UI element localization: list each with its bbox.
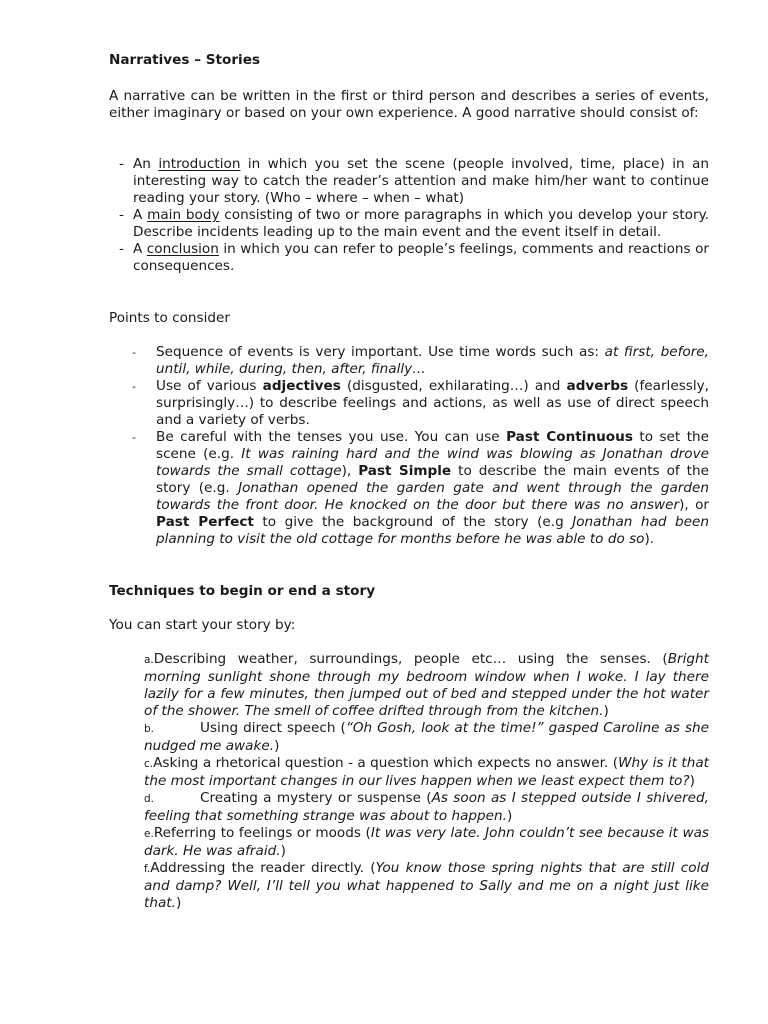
- term-past-perfect: Past Perfect: [156, 514, 254, 530]
- list-item-main-body: - A main body consisting of two or more paragraphs in which you develop your story. Describe incidents leading up to the main event and the event itself in detail.: [119, 207, 709, 240]
- term-past-continuous: Past Continuous: [506, 429, 633, 445]
- structure-list: [119, 156, 709, 275]
- item-letter: b.: [144, 723, 155, 735]
- list-item-introduction: - An introduction in which you set the scene (people involved, time, place) in an interesting way to catch the reader’s attention and make him/her want to continue reading your story. (Who – where – when – what): [119, 156, 709, 206]
- intro-paragraph: A narrative can be written in the first or third person and describes a series of events, either imaginary or based on your own experience. A good narrative should consist of:: [109, 88, 709, 121]
- point-tenses: - Be careful with the tenses you use. You can use Past Continuous to set the scene (e.g. It was raining hard and the wind was blowing as Jonathan drove towards the small cottage), Past Simple to describe the main events of the story (e.g. Jonathan opened the garden gate and went through the garden towards the front door. He knocked on the door but there was no answer), or Past Perfect to give the background of the story (e.g Jonathan had been planning to visit the old cottage for months before he was able to do so).: [132, 429, 710, 547]
- item-letter: f.: [144, 863, 151, 875]
- term-introduction: introduction: [158, 156, 241, 172]
- item-letter: c.: [144, 758, 154, 770]
- points-heading: Points to consider: [109, 310, 230, 326]
- list-item-conclusion: - A conclusion in which you can refer to people’s feelings, comments and reactions or consequences.: [119, 241, 710, 274]
- term-past-simple: Past Simple: [358, 463, 452, 479]
- start-intro: You can start your story by:: [109, 617, 296, 633]
- point-adjectives-adverbs: - Use of various adjectives (disgusted, exhilarating…) and adverbs (fearlessly, surprisingly…) to describe feelings and actions, as well as use of direct speech and a variety of verbs.: [132, 378, 709, 428]
- dash-bullet: -: [132, 380, 136, 393]
- technique-rhetorical-question: c.Asking a rhetorical question - a question which expects no answer. (Why is it that the most important changes in our lives happen when we least expect them to?): [144, 755, 710, 789]
- technique-direct-speech: b. Using direct speech (“Oh Gosh, look at the time!” gasped Caroline as she nudged me awake.): [144, 720, 710, 754]
- term-adjectives: adjectives: [262, 378, 341, 394]
- term-main-body: main body: [147, 207, 220, 223]
- term-adverbs: adverbs: [566, 378, 629, 394]
- item-letter: e.: [144, 828, 154, 840]
- term-conclusion: conclusion: [146, 241, 219, 257]
- points-list: [132, 344, 709, 548]
- dash-bullet: -: [132, 431, 136, 444]
- dash-bullet: -: [119, 241, 124, 257]
- item-letter: a.: [144, 654, 154, 666]
- dash-bullet: -: [119, 156, 124, 172]
- item-letter: d.: [144, 793, 155, 805]
- document-title: Narratives – Stories: [109, 52, 261, 68]
- point-sequence: - Sequence of events is very important. Use time words such as: at first, before, until, while, during, then, after, finally…: [132, 344, 709, 377]
- technique-feelings-moods: e.Referring to feelings or moods (It was very late. John couldn’t see because it was dark. He was afraid.): [144, 825, 709, 859]
- dash-bullet: -: [119, 207, 124, 223]
- technique-describing-weather: a.Describing weather, surroundings, people etc… using the senses. (Bright morning sunlight shone through my bedroom window when I woke. I lay there lazily for a few minutes, then jumped out of bed and stepped under the hot water of the shower. The smell of coffee drifted through from the kitchen.): [144, 651, 709, 719]
- technique-addressing-reader: f.Addressing the reader directly. (You know those spring nights that are still cold and damp? Well, I’ll tell you what happened to Sally and me on a night just like that.): [144, 860, 710, 911]
- technique-mystery-suspense: d. Creating a mystery or suspense (As soon as I stepped outside I shivered, feeling that something strange was about to happen.): [144, 790, 709, 824]
- dash-bullet: -: [132, 346, 136, 359]
- techniques-list: [144, 651, 709, 912]
- techniques-heading: Techniques to begin or end a story: [109, 583, 376, 599]
